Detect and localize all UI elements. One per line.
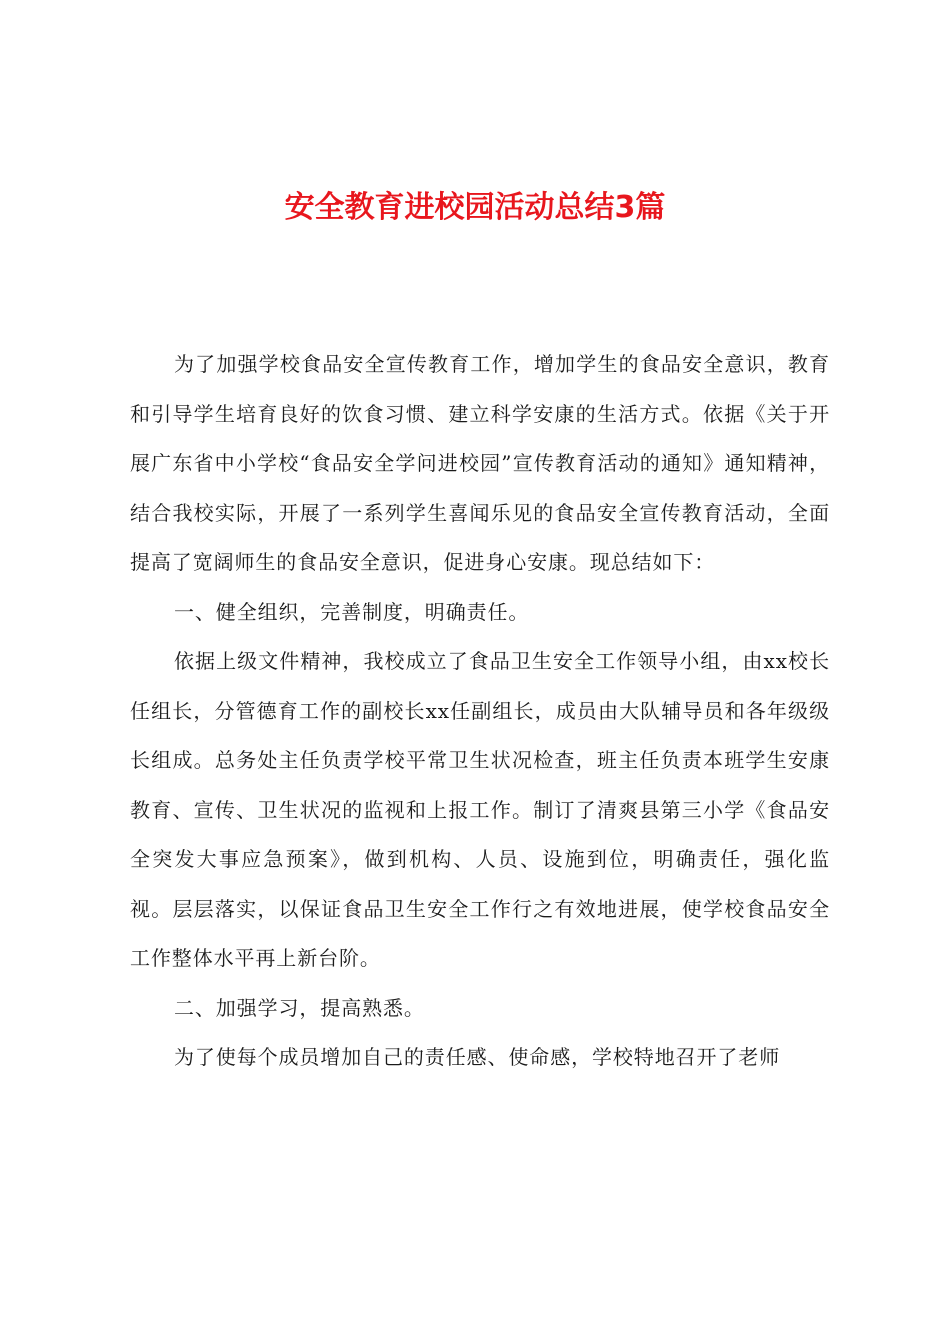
paragraph-study: 为了使每个成员增加自己的责任感、使命感，学校特地召开了老师 bbox=[174, 1045, 781, 1069]
document-title: 安全教育进校园活动总结3篇 bbox=[284, 190, 666, 225]
section-heading-2: 二、加强学习，提高熟悉。 bbox=[174, 995, 425, 1020]
paragraph-organization: 依据上级文件精神，我校成立了食品卫生安全工作领导小组，由xx校长任组长，分管德育工作的副校长xx任副组长，成员由大队辅导员和各年级级长组成。总务处主任负责学校平常卫生状况检查，班主任负责本班学生安康教育、宣传、卫生状况的监视和上报工作。制订了清爽县第三小学《食品安全突发大事应急预案》，做到机构、人员、设施到位，明确责任，强化监视。层层落实，以保证食品卫生安全工作行之有效地进展，使学校食品安全工作整体水平再上新台阶。 bbox=[130, 649, 830, 970]
paragraph-intro: 为了加强学校食品安全宣传教育工作，增加学生的食品安全意识，教育和引导学生培育良好的饮食习惯、建立科学安康的生活方式。依据《关于开展广东省中小学校“食品安全学问进校园”宣传教育活动的通知》通知精神，结合我校实际，开展了一系列学生喜闻乐见的食品安全宣传教育活动，全面提高了宽阔师生的食品安全意识，促进身心安康。现总结如下： bbox=[130, 352, 830, 574]
section-heading-1: 一、健全组织，完善制度，明确责任。 bbox=[174, 599, 530, 624]
document-body bbox=[130, 340, 830, 1083]
